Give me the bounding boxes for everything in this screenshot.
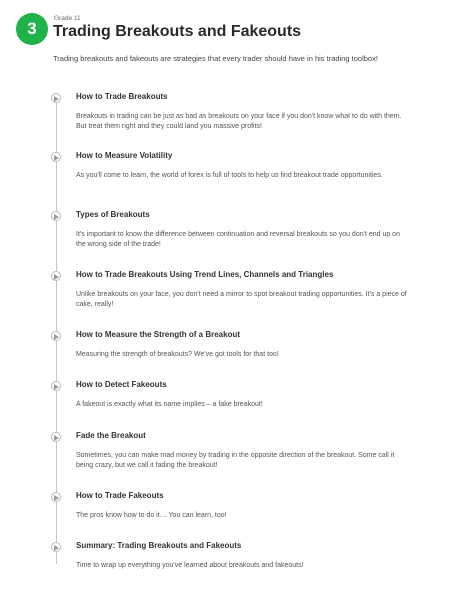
lesson-title-link[interactable]: Summary: Trading Breakouts and Fakeouts [76, 541, 242, 550]
lesson-title-link[interactable]: Fade the Breakout [76, 431, 146, 440]
intro-text: Trading breakouts and fakeouts are strategies that every trader should have in his trading toolbox! [53, 54, 378, 63]
lesson-description: The pros know how to do it… You can learn, too! [76, 512, 227, 519]
lesson-title-link[interactable]: How to Measure Volatility [76, 151, 173, 160]
play-icon[interactable] [51, 93, 61, 103]
lesson-description: Unlike breakouts on your face, you don't need a mirror to spot breakout trading opportunities. It's a piece of cake, really! [76, 291, 407, 308]
lesson-description: As you'll come to learn, the world of forex is full of tools to help us find breakout trade opportunities. [76, 172, 383, 179]
page-title: Trading Breakouts and Fakeouts [53, 23, 302, 40]
lesson-title-link[interactable]: Types of Breakouts [76, 210, 150, 219]
play-icon[interactable] [51, 432, 61, 442]
lesson-description: A fakeout is exactly what its name implies – a fake breakout! [76, 401, 263, 408]
lesson-title-link[interactable]: How to Trade Breakouts Using Trend Lines, Channels and Triangles [76, 270, 334, 279]
grade-number-badge: 3 [16, 13, 48, 45]
lesson-title-link[interactable]: How to Trade Breakouts [76, 92, 168, 101]
play-icon[interactable] [51, 271, 61, 281]
lesson-title-link[interactable]: How to Detect Fakeouts [76, 380, 167, 389]
lesson-title-link[interactable]: How to Trade Fakeouts [76, 491, 164, 500]
play-icon[interactable] [51, 492, 61, 502]
lesson-description: Time to wrap up everything you've learned about breakouts and fakeouts! [76, 562, 304, 569]
play-icon[interactable] [51, 211, 61, 221]
lesson-title-link[interactable]: How to Measure the Strength of a Breakout [76, 330, 241, 339]
lesson-description: Breakouts in trading can be just as bad as breakouts on your face if you don't know what to do with them. But treat them right and they could land you massive profits! [76, 113, 402, 130]
lesson-description: It's important to know the difference between continuation and reversal breakouts so you don't end up on the wrong side of the trade! [76, 231, 400, 248]
lesson-description: Measuring the strength of breakouts? We've got tools for that too! [76, 351, 279, 358]
play-icon[interactable] [51, 542, 61, 552]
play-icon[interactable] [51, 331, 61, 341]
grade-label: Grade 11 [54, 15, 81, 22]
play-icon[interactable] [51, 381, 61, 391]
lesson-description: Sometimes, you can make mad money by trading in the opposite direction of the breakout. Some call it being crazy, but we call it fading the breakout! [76, 452, 395, 469]
play-icon[interactable] [51, 152, 61, 162]
